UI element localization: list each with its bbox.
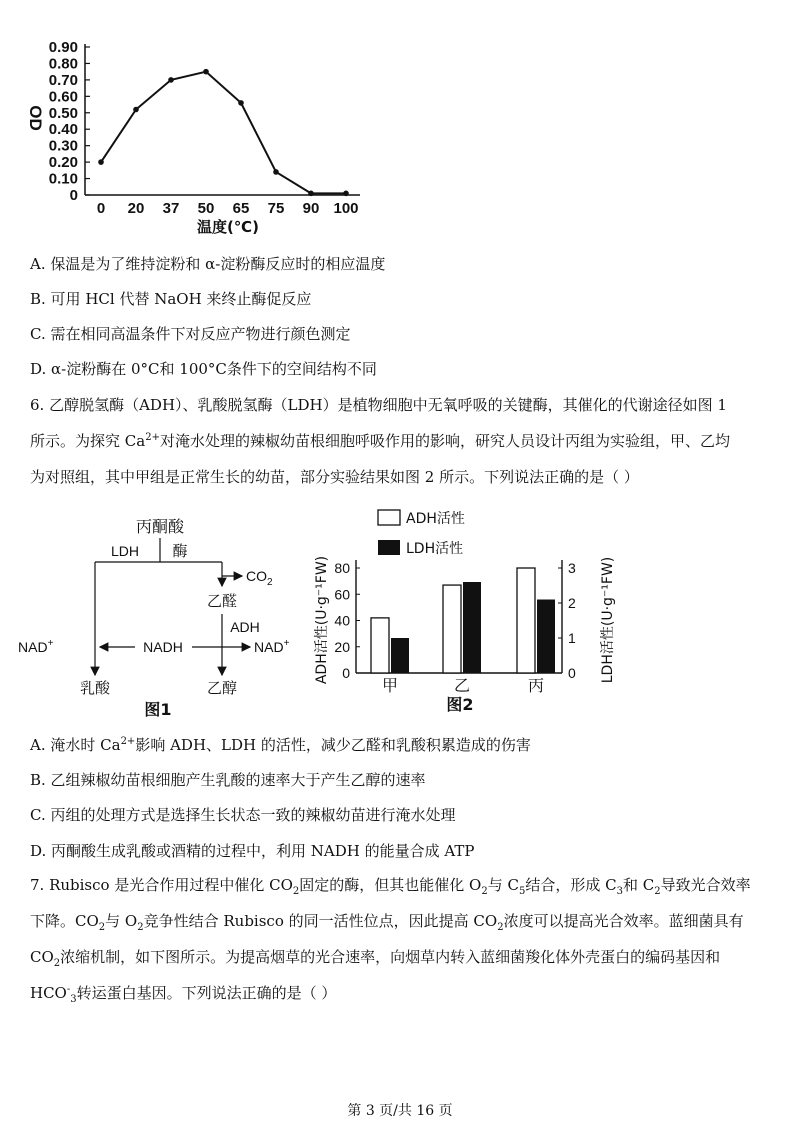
q6-stem [30, 387, 770, 495]
page-footer: 第 3 页/共 16 页 [347, 1103, 453, 1119]
chart1-y-tick-label: 0.20 [48, 154, 78, 172]
q6-stem-line-1: 6. 乙醇脱氢酶（ADH）、乳酸脱氢酶（LDH）是植物细胞中无氧呼吸的关键酶，其催化的代谢途径如图 1 [30, 396, 727, 414]
chart2-bar-adh [517, 568, 535, 673]
chart2-right-tick-label: 1 [568, 630, 576, 646]
nad-right-label: NAD+ [254, 638, 290, 655]
ldh-label: LDH [110, 543, 140, 559]
chart1-y-tick-label: 0.50 [48, 104, 78, 122]
q7-line-2: 下降。$CO_2$与 $O_2$竞争性结合 Rubisco 的同一活性位点，因此提高 $CO_2$浓度可以提高光合效率。蓝细菌具有 [30, 912, 744, 933]
legend-ldh-swatch [378, 540, 400, 555]
chart1-y-tick-label: 0.90 [48, 39, 78, 56]
pyruvate-label: 丙酮酸 [135, 517, 185, 536]
chart1-point [203, 69, 209, 75]
q7-stem [30, 867, 770, 1011]
chart2-bars [371, 568, 555, 673]
figure1-caption: 图1 [144, 700, 172, 719]
chart1-y-tick-label: 0.30 [48, 137, 78, 155]
chart2-left-tick-label: 40 [334, 612, 350, 629]
chart1-point [133, 107, 139, 113]
chart1-x-tick-label: 75 [267, 200, 285, 217]
q6-option-c: C. 丙组的处理方式是选择生长状态一致的辣椒幼苗进行淹水处理 [30, 806, 456, 824]
chart2-x-tick-label: 丙 [527, 676, 545, 695]
chart1-tick-labels [49, 39, 359, 217]
q6-option-b: B. 乙组辣椒幼苗根细胞产生乳酸的速率大于产生乙醇的速率 [30, 771, 426, 789]
chart1-point [98, 159, 104, 165]
chart1-point [168, 77, 174, 83]
chart1-y-tick-label: 0.10 [48, 170, 78, 188]
chart1-y-tick-label: 0 [69, 187, 78, 204]
chart2-left-tick-label: 80 [334, 560, 350, 576]
chart2-ylabel-right: LDH活性(U·g⁻¹FW) [600, 556, 616, 684]
chart1-point [308, 191, 314, 197]
legend-adh-swatch [378, 510, 400, 525]
chart1-x-tick-label: 65 [232, 200, 250, 217]
chart2-left-tick-label: 0 [342, 665, 350, 681]
chart2-bar-ldh [391, 638, 409, 673]
q6-stem-line-2: 所示。为探究 $Ca^{2+}$对淹水处理的辣椒幼苗根细胞呼吸作用的影响，研究人员设计丙组为实验组，甲、乙均 [30, 432, 730, 450]
chart1-x-tick-label: 0 [96, 200, 106, 217]
chart2-ylabel-left: ADH活性(U·g⁻¹FW) [314, 555, 330, 685]
chart2-legend [378, 510, 465, 557]
chart2-right-tick-label: 0 [568, 665, 576, 681]
chart1-point [343, 191, 349, 197]
chart2-right-tick-label: 3 [568, 560, 576, 576]
chart2-left-tick-label: 60 [334, 586, 350, 603]
q7-line-4: $HCO^-_3$转运蛋白基因。下列说法正确的是（ ） [30, 984, 337, 1005]
q5-option-c: C. 需在相同高温条件下对反应产物进行颜色测定 [30, 325, 351, 343]
chart2-caption: 图2 [446, 695, 474, 714]
q6-option-d: D. 丙酮酸生成乳酸或酒精的过程中，利用 NADH 的能量合成 ATP [30, 842, 475, 860]
q6-stem-line-3: 为对照组，其中甲组是正常生长的幼苗，部分实验结果如图 2 所示。下列说法正确的是（ ） [30, 468, 639, 486]
chart1-point [273, 169, 279, 175]
nadh-label: NADH [143, 639, 183, 655]
chart2-right-tick-label: 2 [568, 595, 576, 611]
chart2-bar-adh [443, 585, 461, 673]
lactate-label: 乳酸 [79, 679, 111, 697]
enzyme-label: 酶 [172, 542, 188, 560]
ethanol-label: 乙醇 [206, 679, 238, 697]
chart1-x-tick-label: 20 [127, 200, 145, 217]
chart1-y-tick-label: 0.40 [48, 121, 78, 139]
chart1-axes [85, 44, 360, 195]
chart1-x-tick-label: 50 [197, 200, 215, 217]
chart1-series-line [101, 72, 346, 194]
chart1-point [238, 100, 244, 106]
chart1-x-tick-label: 90 [302, 200, 320, 217]
chart2-left-tick-label: 20 [334, 638, 350, 655]
nad-left-label: NAD+ [18, 638, 54, 655]
legend-adh-label: ADH活性 [406, 511, 465, 527]
chart1-y-tick-label: 0.70 [48, 71, 78, 89]
acetaldehyde-label: 乙醛 [206, 592, 238, 610]
q7-line-3: $CO_2$浓缩机制，如下图所示。为提高烟草的光合速率，向烟草内转入蓝细菌羧化体外壳蛋白的编码基因和 [30, 948, 721, 969]
q7-line-1: 7. Rubisco 是光合作用过程中催化 $CO_2$固定的酶，但其也能催化 $O_2$与 $C_5$结合，形成 $C_3$和 $C_2$导致光合效率 [30, 876, 751, 897]
adh-ldh-bar-chart [300, 500, 630, 725]
chart1-y-tick-label: 0.60 [48, 88, 78, 106]
legend-ldh-label: LDH活性 [406, 541, 464, 557]
chart1-y-tick-label: 0.80 [48, 55, 78, 73]
figure1-pathway [18, 510, 320, 725]
chart1-ylabel: OD [26, 105, 45, 131]
od-temperature-chart [0, 0, 400, 240]
q6-option-a: A. 淹水时 $Ca^{2+}$影响 ADH、LDH 的活性，减少乙醛和乳酸积累造成的伤害 [30, 736, 531, 754]
chart2-x-tick-label: 乙 [453, 676, 471, 695]
q5-option-d: D. α-淀粉酶在 0°C和 100°C条件下的空间结构不同 [30, 360, 377, 378]
chart1-xlabel: 温度(℃) [197, 218, 259, 236]
q5-option-a: A. 保温是为了维持淀粉和 α-淀粉酶反应时的相应温度 [30, 255, 386, 273]
chart2-x-tick-label: 甲 [381, 676, 399, 695]
chart1-x-tick-label: 37 [162, 200, 180, 217]
chart2-bar-ldh [463, 582, 481, 673]
co2-label: $CO_2$ [246, 568, 273, 588]
q5-option-b: B. 可用 HCl 代替 NaOH 来终止酶促反应 [30, 290, 312, 308]
chart2-bar-ldh [537, 600, 555, 674]
chart2-bar-adh [371, 618, 389, 673]
adh-label: ADH [230, 619, 260, 635]
chart1-x-tick-label: 100 [333, 200, 359, 217]
